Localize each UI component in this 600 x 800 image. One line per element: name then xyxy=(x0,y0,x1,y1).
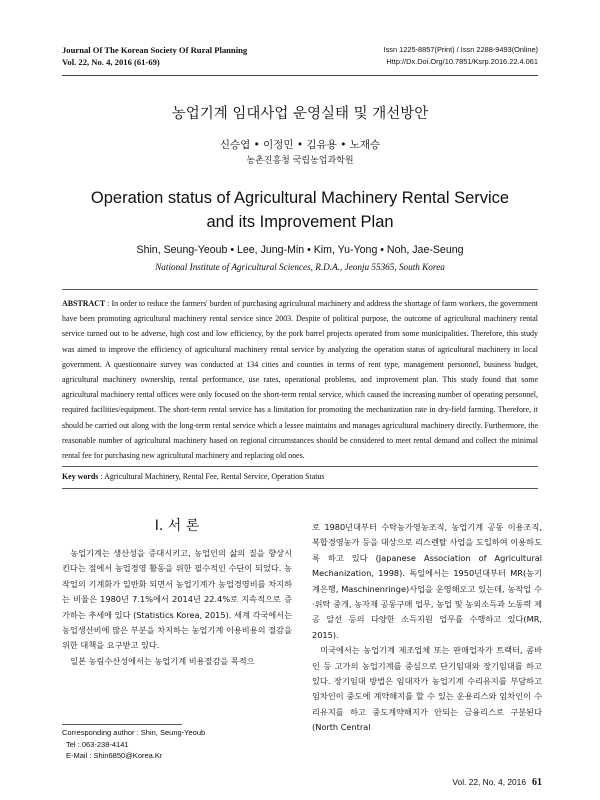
keywords-label: Key words xyxy=(62,472,99,481)
corresponding-author-footnote xyxy=(62,727,205,762)
journal-name: Journal Of The Korean Society Of Rural Planning xyxy=(62,45,248,55)
footer-volume: Vol. 22, No. 4, 2016 xyxy=(452,777,526,787)
english-affiliation: National Institute of Agricultural Sciences, R.D.A., Jeonju 55365, South Korea xyxy=(155,262,445,272)
paragraph: 로 1980년대부터 수탁농가영농조직, 농업기계 공동 이용조직, 복합경영농가 등을 대상으로 리스렌탈 사업을 도입하여 이용하도록 하고 있다 (Japanese Association of Agricultural Mechanization, 1998). 독일에서는 1950년대부터 MR(농기계은행, Maschinenringe)사업을 운영해오고 있는데, 농작업 수·위탁 중개, 농자재 공동구매 업무, 농업 및 농외소득과 노동력 제공 알선 등의 다양한 소득지원 업무를 수행하고 있다(MR, 2015). xyxy=(312,522,542,640)
english-title xyxy=(0,186,600,234)
paragraph: 미국에서는 농업기계 제조업체 또는 판매업자가 트랙터, 콤바인 등 고가의 농업기계를 중심으로 단기임대와 장기임대를 하고 있다. 장기임대 방법은 임대자가 농업기계 수리유지를 부담하고 임차인이 중도에 계약해지를 할 수 있는 운용리스와 임차인이 수리유지를 하고 중도계약해지가 안되는 금융리스로 구분된다 (North Central xyxy=(312,645,542,733)
footnote-rule xyxy=(62,724,182,725)
korean-affiliation: 농촌진흥청 국립농업과학원 xyxy=(246,156,354,166)
abstract-separator: : xyxy=(105,299,112,308)
keywords xyxy=(62,471,538,483)
section-heading-introduction: Ⅰ. 서 론 xyxy=(154,518,200,534)
paragraph: 일본 농림수산성에서는 농업기계 비용절감을 목적으 xyxy=(70,655,255,666)
english-authors: Shin, Seung-Yeoub • Lee, Jung-Min • Kim, Yu-Yong • Noh, Jae-Seung xyxy=(136,244,464,256)
author-telephone: Tel : 063-238-4141 xyxy=(66,739,129,749)
page-number: 61 xyxy=(532,777,542,788)
abstract-label: ABSTRACT xyxy=(62,299,106,308)
abstract xyxy=(62,296,538,463)
right-column-body xyxy=(312,520,542,736)
english-title-line1: Operation status of Agricultural Machinery Rental Service xyxy=(90,189,510,207)
korean-authors: 신승엽 • 이정민 • 김유용 • 노재승 xyxy=(219,139,381,151)
author-email: E-Mail : Shin6850@Korea.Kr xyxy=(66,751,163,760)
keywords-top-rule xyxy=(62,466,538,467)
journal-volume: Vol. 22, No. 4, 2016 (61-69) xyxy=(62,57,160,67)
paragraph: 농업기계는 생산성을 증대시키고, 농업인의 삶의 질을 향상시킨다는 점에서 농업경영 활동을 위한 필수적인 수단이 되었다. 농작업의 기계화가 일반화 되면서 농업기계가 농업경영비를 차지하는 비율은 1980년 7.1%에서 2014년 22.4%로 지속적으로 증가하는 추세에 있다 (Statistics Korea, 2015). 세계 각국에서는 농업생산비에 많은 부분을 차지하는 농업기계 이용비용의 절감을 위한 대책을 요구받고 있다. xyxy=(62,548,292,651)
corresponding-author: Corresponding author : Shin, Seung-Yeoub xyxy=(62,728,206,737)
page-footer xyxy=(452,777,542,788)
english-title-line2: and its Improvement Plan xyxy=(206,213,394,231)
issn-line: Issn 1225-8857(Print) / Issn 2288-9493(Online) xyxy=(383,45,538,54)
abstract-text: In order to reduce the farmers' burden of purchasing agricultural machinery and address the shortage of farm workers, the government have been promoting agricultural machinery rental service since 2003. Despite of political purpose, the outcome of agricultural machinery rental service turned out to be adverse, high cost and low efficiency, by the pork barrel projects operated from some municipalities. Therefore, this study was aimed to improve the efficiency of agricultural machinery rental service by analyzing the operation status of agricultural machinery in local government. A questionnaire survey was conducted at 134 cities and counties in terms of rent type, management personnel, business budget, agricultural machinery ownership, rental performance, use rates, operational problems, and improvement plan. This study found that some agricultural machinery rental offices were only focused on the short-term rental service, which caused the increasing number of operating personnel, required facilities/equipment. The short-term rental service has a limitation for promoting the mechanization rate in dry-field farming. Therefore, it should be carried out along with the long-term rental service which a lessee maintains and manages agricultural machinery directly. Furthermore, the reasonable number of agricultural machinery based on regional circumstances should be considered to meet rental demand and collect the minimal rental fee for purchasing new agricultural machinery and replacing old ones. xyxy=(62,299,538,461)
header-rule xyxy=(62,75,538,76)
journal-header xyxy=(62,44,247,68)
left-column-body xyxy=(62,546,292,669)
issn-doi-block xyxy=(384,44,538,68)
abstract-top-rule xyxy=(62,289,538,290)
doi-line: Http://Dx.Doi.Org/10.7851/Ksrp.2016.22.4.061 xyxy=(386,57,538,66)
korean-title: 농업기계 임대사업 운영실태 및 개선방안 xyxy=(171,106,429,122)
keywords-text: Agricultural Machinery, Rental Fee, Rental Service, Operation Status xyxy=(104,472,325,481)
keywords-bottom-rule xyxy=(62,488,538,489)
keywords-separator: : xyxy=(98,472,105,481)
